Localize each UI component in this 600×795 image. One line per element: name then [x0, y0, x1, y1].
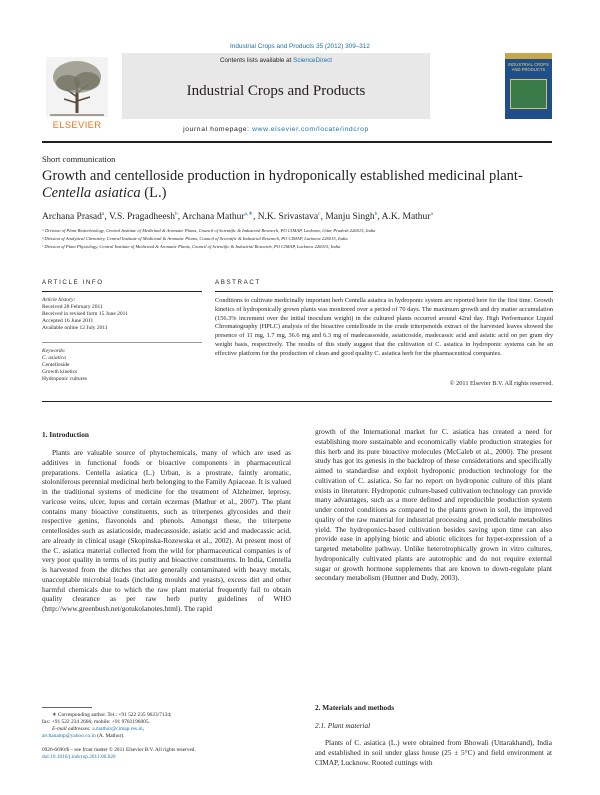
corresponding-author: ∗ Corresponding author. Tel.: +91 522 235 9623/7134; fax: +91 522 234 2666; mobile: +91 9783196005. E-mail addresses: a.mathur@cimap.res.in, archanamp@yahoo.co.in (A. Mathur).	[42, 712, 302, 740]
journal-homepage	[122, 126, 430, 133]
corresponding-line: ∗ Corresponding author. Tel.: +91 522 235 9623/7134;	[52, 712, 172, 718]
info-rule	[42, 291, 202, 292]
abstract-heading: ABSTRACT	[215, 279, 261, 286]
header-rule	[42, 141, 552, 143]
intro-left-column: Plants are valuable source of phytochemicals, many of which are used as additives in functional foods or bioactive components in pharmaceutical preparations. Centella asiatica (L.) Urban, is a prostrate, faintly aromatic, stoloniferous perennial medicinal herb belonging to the Family Apiaceae. It is valued in the traditional systems of medicine for the treatment of Alzheimer, leprosy, varicose veins, ulcer, lupus and certain eczemas (Mathur et al., 2007). The plant contains many bioactive constituents, such as triterpenes glycosides and their respective genins, flavonoids and phenols. Amongst these, the triterpene centellosides such as asiaticoside, madecassoside, asiatic acid and madecassic acid, are already in clinical usage (Skopinska-Rozewska et al., 2002). At present most of the C. asiatica material collected from the wild for pharmaceutical companies is of very poor quality in terms of its purity and bioactive constituents. In India, Centella is harvested from the ditches that are generally contaminated with heavy metals, unacceptable microbial loads (including moulds and yeasts), excess dirt and other harmful chemicals due to which the raw plant material frequently fail to obtain quality clearance as per raw herb purity guidelines of WHO (http://www.greenbush.net/gotukolanotes.html). The rapid	[42, 448, 291, 613]
affiliation-c: ᶜ Division of Plant Physiology, Central Institute of Medicinal & Aromatic Plants, Council of Scientific & Industrial Research, PO CIMAP, Lucknow 226015, India	[42, 244, 341, 249]
contents-prefix: Contents lists available at	[219, 57, 294, 64]
title-part2: (L.)	[140, 185, 167, 201]
history-label: Article history:	[42, 297, 76, 303]
article-info-heading: ARTICLE INFO	[42, 279, 104, 286]
issn-line: 0926-6690/$ – see front matter © 2011 Elsevier B.V. All rights reserved.	[42, 747, 196, 753]
methods-heading: 2. Materials and methods	[315, 703, 395, 712]
intro-right-column: growth of the International market for C. asiatica has created a need for establishing more sustainable and economically viable production strategies for this herb and its pure bioactive molecules (McCaleb et al., 2000). The present study has got its genesis in the backdrop of these considerations and specifically aimed to standardise and exploit hydroponic production technology for the cultivation of C. asiatica. So far no report on hydroponic culture of this plant exists in literature. Hydroponic culture-based cultivation technology can provide many advantages, such as a more defined and reproducible production system under control conditions as compared to the plants grown in soil, the improved quality of the raw material for industrial processing and, predictable metabolites yield. The hydroponics-based cultivation besides saving upon time can also provide ease in applying biotic and abiotic elicitors for hyper-expression of a targeted metabolite pathway. Unlike heterotrophically grown in vitro cultures, hydroponically cultivated plants are autotrophic and do not require external sugar or growth hormone supplements that are known to down-regulate plant secondary metabolism (Huttner and Dudy, 2003).	[315, 427, 552, 583]
keyword: C. asiatica	[42, 355, 66, 361]
author: Archana Mathur$^{a,∗}$,	[181, 211, 258, 223]
intro-heading: 1. Introduction	[42, 430, 89, 439]
title-italic: Centella asiatica	[42, 185, 141, 201]
email-link-1[interactable]: a.mathur@cimap.res.in	[92, 726, 143, 732]
journal-citation[interactable]: Industrial Crops and Products 35 (2012) 309–312	[230, 43, 370, 50]
doi-link[interactable]: doi:10.1016/j.indcrop.2011.06.020	[42, 754, 116, 760]
author-list	[42, 211, 552, 222]
footnote-rule	[42, 707, 92, 708]
title-part1: Growth and centelloside production in hydroponically established medicinal plant-	[42, 168, 523, 184]
journal-cover-image	[505, 53, 552, 119]
plant-material-heading: 2.1. Plant material	[315, 721, 371, 730]
affiliation-b: ᵇ Division of Analytical Chemistry, Central Institute of Medicinal & Aromatic Plants, Council of Scientific & Industrial Research, PO CIMAP, Lucknow 226015, India	[42, 236, 348, 241]
author: V.S. Pragadheesh$^b$,	[108, 211, 182, 223]
author: N.K. Srivastava$^c$,	[257, 211, 326, 223]
keyword: Growth kinetics	[42, 369, 78, 375]
keyword: Hydroponic cultures	[42, 376, 88, 382]
abstract-bottom-rule	[42, 401, 552, 402]
email-link-2[interactable]: archanamp@yahoo.co.in	[42, 733, 96, 739]
cover-strip	[505, 53, 552, 59]
author: A.K. Mathur$^a$	[381, 211, 433, 223]
homepage-link[interactable]: www.elsevier.com/locate/indcrop	[252, 126, 369, 133]
history-accepted: Accepted 16 June 2011	[42, 318, 94, 324]
methods-text: Plants of C. asiatica (L.) were obtained from Bhowali (Uttarakhand), India and established in soil under glass house (25 ± 5°C) and field environment at CIMAP, Lucknow. Rooted cuttings with	[315, 738, 552, 767]
cover-title: INDUSTRIAL CROPS AND PRODUCTS	[508, 62, 549, 72]
fax-line: fax: +91 522 234 2666; mobile: +91 9783196005.	[42, 719, 150, 725]
abstract-rule	[215, 291, 553, 292]
article-type: Short communication	[42, 154, 116, 164]
cover-photo	[510, 79, 547, 109]
article-title	[42, 168, 552, 202]
keywords-label: Keywords:	[42, 348, 66, 354]
keyword: Centelloside	[42, 362, 70, 368]
email-suffix: (A. Mathur).	[95, 733, 125, 739]
journal-header	[42, 53, 549, 133]
abstract-text: Conditions to cultivate medicinally important herb Centella asiatica in hydroponic system are reported here for the first time. Growth kinetics of hydroponically grown plants was monitored over a period of 70 days. The maximum growth and dry matter accumulation (156.3% increment over the initial inoculum weight) in the cultured plants occurred around 42nd day. High Performance Liquid Chromatography (HPLC) analysis of the bioactive centelloside in the crude triterpenoids extract of the harvested leaves showed the presence of 11 mg, 1.7 mg, 36.6 mg and 6.3 mg of madecassoside, asiaticoside, madecassic acid and asiatic acid on per gram dry weight basis, respectively. The results of this study suggest that the cultivation of C. asiatica in hydroponic systems can be an effective platform for the production of clean and good quality C. asiatica herb for the pharmaceutical companies.	[215, 297, 553, 357]
info-divider	[42, 342, 202, 343]
keywords	[42, 348, 202, 383]
elsevier-tree-logo	[42, 53, 112, 121]
history-received: Received 28 February 2011	[42, 304, 103, 310]
author: Archana Prasad$^a$,	[42, 211, 109, 223]
author: Manju Singh$^b$,	[325, 211, 382, 223]
history-online: Available online 12 July 2011	[42, 325, 108, 331]
email-label: E-mail addresses:	[52, 726, 93, 732]
publisher-name: ELSEVIER	[52, 120, 102, 131]
history-revised: Received in revised form 15 June 2011	[42, 311, 128, 317]
journal-title: Industrial Crops and Products	[186, 83, 366, 99]
contents-line	[122, 57, 430, 64]
copyright: © 2011 Elsevier B.V. All rights reserved.	[449, 380, 553, 387]
article-history	[42, 297, 202, 332]
affiliation-a: ᵃ Division of Plant Biotechnology, Central Institute of Medicinal & Aromatic Plants, Council of Scientific & Industrial Research, PO CIMAP, Lucknow, Uttar Pradesh 226015, India	[42, 228, 376, 233]
sciencedirect-link[interactable]: ScienceDirect	[293, 57, 332, 64]
homepage-prefix: journal homepage:	[183, 126, 253, 133]
